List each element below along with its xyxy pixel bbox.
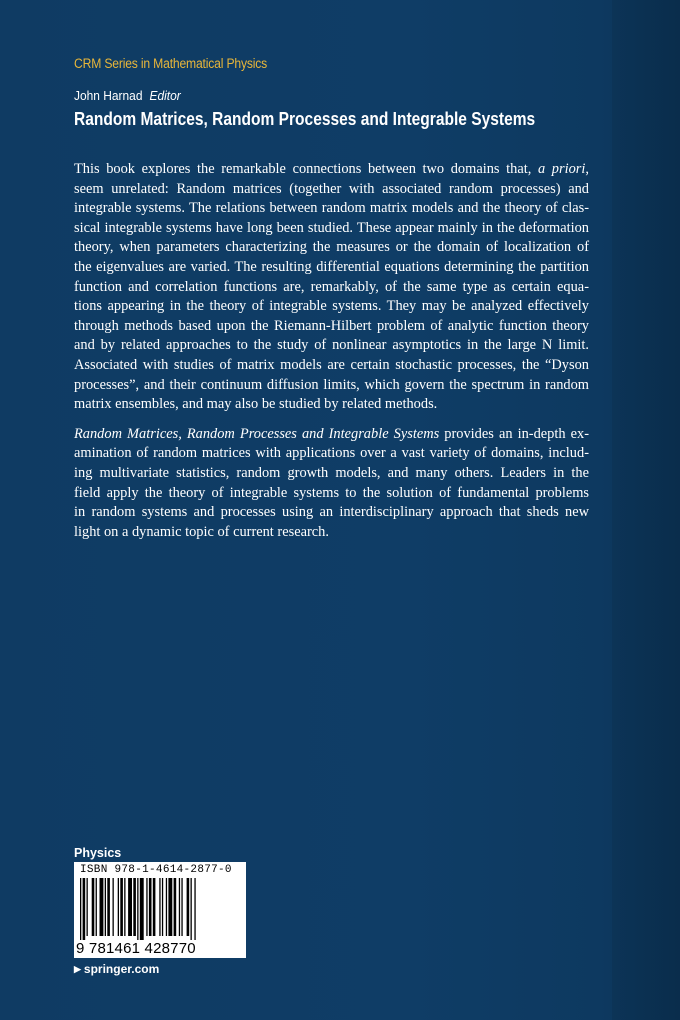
blurb-line: integrable systems. The relations between random matrix models and the theory of clas- xyxy=(74,200,589,217)
barcode-bar xyxy=(120,878,123,936)
barcode-bar xyxy=(96,878,97,936)
book-title: Random Matrices, Random Processes and Integrable Systems xyxy=(74,108,536,129)
barcode-bar xyxy=(140,878,144,940)
editor-line xyxy=(74,88,181,103)
blurb-line: Associated with studies of matrix models are certain stochastic processes, the “Dyson xyxy=(74,356,589,373)
barcode-bar xyxy=(105,878,106,936)
blurb-line: the eigenvalues are varied. The resulting differential equations determining the partition xyxy=(74,258,589,275)
blurb-line: function and correlation functions are, remarkably, of the same type as certain equa- xyxy=(74,278,589,295)
blurb-line: tions appearing in the theory of integrable systems. They may be analyzed effectively xyxy=(74,298,589,315)
blurb-paragraph-1 xyxy=(74,160,614,415)
blurb-line: seem unrelated: Random matrices (together with associated random processes) and xyxy=(74,180,589,197)
blurb-line: This book explores the remarkable connections between two domains that, a priori, xyxy=(74,161,589,177)
blurb-text xyxy=(74,160,614,542)
category-label: Physics xyxy=(74,846,122,860)
barcode-bar xyxy=(166,878,167,936)
barcode-bar xyxy=(181,878,182,936)
blurb-line: through methods based upon the Riemann-Hilbert problem of analytic function theory xyxy=(74,317,589,334)
series-name: CRM Series in Mathematical Physics xyxy=(74,56,268,71)
barcode-bar xyxy=(128,878,132,936)
blurb-line: matrix ensembles, and may also be studied by related methods. xyxy=(74,396,438,413)
website-text[interactable]: springer.com xyxy=(83,962,160,976)
barcode-bar xyxy=(83,878,86,940)
barcode-bar xyxy=(92,878,95,936)
arrow-right-icon: ▶ xyxy=(74,964,81,974)
blurb-line: and by related approaches to the study of nonlinear asymptotics in the large N limit. xyxy=(74,337,589,354)
barcode-bar xyxy=(194,878,195,940)
blurb-line: Random Matrices, Random Processes and Integrable Systems provides an in-depth ex- xyxy=(74,425,589,442)
barcode-bar xyxy=(80,878,81,940)
barcode-bar xyxy=(149,878,152,936)
barcode-bar xyxy=(191,878,192,940)
isbn-label: ISBN 978-1-4614-2877-0 xyxy=(80,864,232,876)
blurb-line: field apply the theory of integrable systems to the solution of fundamental problems xyxy=(74,484,589,501)
barcode-bar xyxy=(137,878,138,940)
blurb-line: ing multivariate statistics, random growth models, and many others. Leaders in the xyxy=(74,464,589,481)
barcode-bar xyxy=(118,878,119,936)
blurb-line: theory, when parameters characterizing the measures or the domain of localization of xyxy=(74,239,589,256)
cover-edge-shade xyxy=(612,0,680,1020)
barcode-bar xyxy=(162,878,163,936)
barcode-bar xyxy=(146,878,147,936)
blurb-line: sical integrable systems have long been studied. These appear mainly in the deformation xyxy=(74,219,589,236)
blurb-line: light on a dynamic topic of current research. xyxy=(74,523,329,540)
barcode-digits: 9 781461 428770 xyxy=(76,940,196,957)
editor-name: John Harnad xyxy=(74,88,143,103)
barcode-bars xyxy=(80,878,240,940)
barcode-bar xyxy=(124,878,125,936)
barcode-bar xyxy=(159,878,160,936)
editor-role: Editor xyxy=(149,88,181,103)
blurb-line: in random systems and processes using an interdisciplinary approach that sheds new xyxy=(74,504,589,521)
blurb-line: amination of random matrices with applications over a vast variety of domains, includ- xyxy=(74,445,589,462)
barcode-bar xyxy=(100,878,104,936)
barcode-bar xyxy=(113,878,114,936)
barcode-bar xyxy=(187,878,190,936)
barcode-bar xyxy=(153,878,156,936)
website-link[interactable] xyxy=(74,962,159,976)
blurb-paragraph-2 xyxy=(74,425,614,543)
barcode-bar xyxy=(107,878,110,936)
barcode-bar xyxy=(179,878,180,936)
barcode-bar xyxy=(174,878,177,936)
barcode-bar xyxy=(168,878,172,936)
blurb-line: processes”, and their continuum diffusion limits, which govern the spectrum in random xyxy=(74,376,589,393)
barcode-bar xyxy=(133,878,136,936)
barcode-bar xyxy=(87,878,88,936)
italic-book-title: Random Matrices, Random Processes and Integrable Systems xyxy=(74,425,440,442)
isbn-barcode xyxy=(74,862,246,958)
